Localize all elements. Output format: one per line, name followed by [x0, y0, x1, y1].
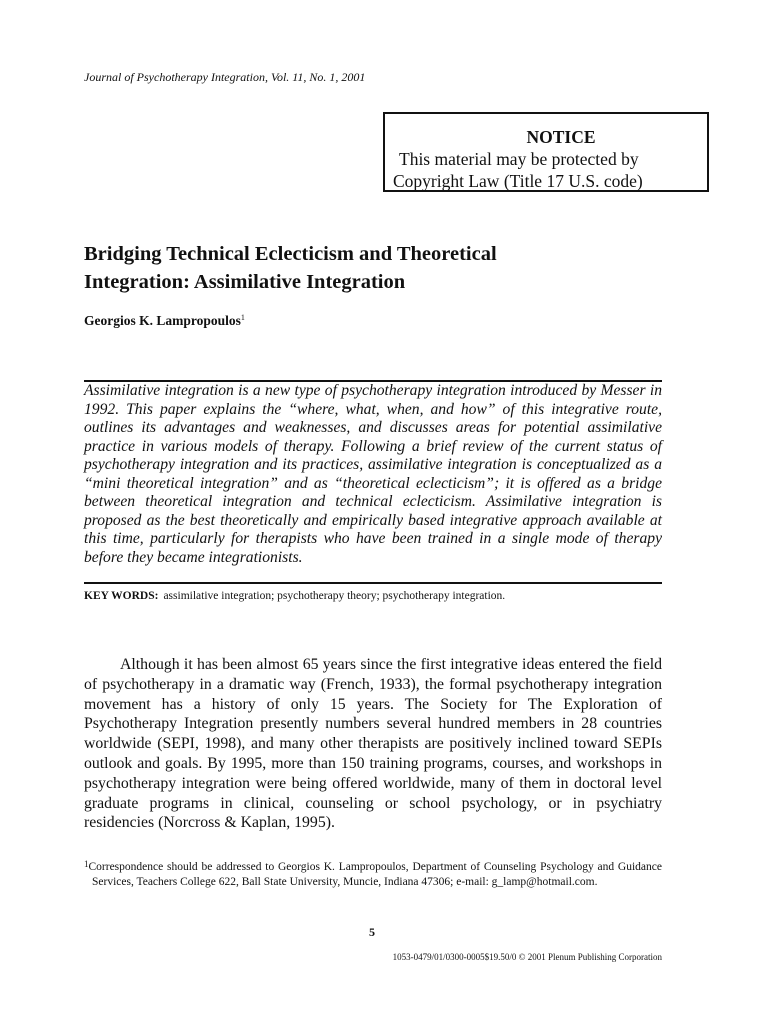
- copyright-line: 1053-0479/01/0300-0005$19.50/0 © 2001 Plenum Publishing Corporation: [392, 952, 662, 962]
- keywords: [84, 590, 505, 602]
- copyright-notice-box: [383, 112, 709, 192]
- abstract: Assimilative integration is a new type of psychotherapy integration introduced by Messer in 1992. This paper explains the “where, what, when, and how” of this integrative route, outlines its advantages and weaknesses, and discusses areas for potential assimilative practice in various models of therapy. Following a brief review of the current status of psychotherapy integration and its practices, assimilative integration is conceptualized as a “mini theoretical integration” and as “theoretical eclecticism”; it is offered as a bridge between theoretical integration and technical eclecticism. Assimilative integration is proposed as the best theoretically and empirically based integrative approach available at this time, particularly for therapists who have been trained in a single mode of therapy before they became integrationists.: [84, 382, 662, 566]
- abstract-bottom-rule: [84, 582, 662, 584]
- article-title-line-1: Bridging Technical Eclecticism and Theoretical: [84, 243, 497, 265]
- footnote-text: Correspondence should be addressed to Georgios K. Lampropoulos, Department of Counseling Psychology and Guidance Services, Teachers College 622, Ball State University, Muncie, Indiana 47306; e-mail: g_lamp@hotmail.com.: [88, 861, 662, 888]
- author-name: Georgios K. Lampropoulos: [84, 313, 241, 328]
- journal-citation: Journal of Psychotherapy Integration, Vol. 11, No. 1, 2001: [84, 70, 366, 84]
- notice-heading: NOTICE: [526, 127, 596, 147]
- body-text: [84, 655, 662, 833]
- body-paragraph: Although it has been almost 65 years since the first integrative ideas entered the field of psychotherapy in a dramatic way (French, 1933), the formal psychotherapy integration movement has a history of only 15 years. The Society for The Exploration of Psychotherapy Integration presently numbers several hundred members in 28 countries worldwide (SEPI, 1998), and many other therapists are positively inclined toward SEPIs outlook and goals. By 1995, more than 150 training programs, courses, and workshops in psychotherapy integration were being offered worldwide, many of them in doctoral level graduate programs in clinical, counseling or school psychology, or in psychiatry residencies (Norcross & Kaplan, 1995).: [84, 656, 662, 832]
- notice-line-1: This material may be protected by: [399, 149, 639, 169]
- article-title: [84, 240, 664, 296]
- footnote-number: 1: [84, 859, 89, 869]
- page-number: 5: [369, 925, 375, 939]
- keywords-label: KEY WORDS:: [84, 590, 159, 602]
- keywords-text: assimilative integration; psychotherapy theory; psychotherapy integration.: [163, 590, 506, 602]
- author-line: [84, 313, 245, 329]
- footnote: [84, 857, 662, 890]
- author-footnote-marker: 1: [240, 313, 245, 322]
- article-title-line-2: Integration: Assimilative Integration: [84, 271, 406, 293]
- notice-line-2: Copyright Law (Title 17 U.S. code): [393, 171, 643, 191]
